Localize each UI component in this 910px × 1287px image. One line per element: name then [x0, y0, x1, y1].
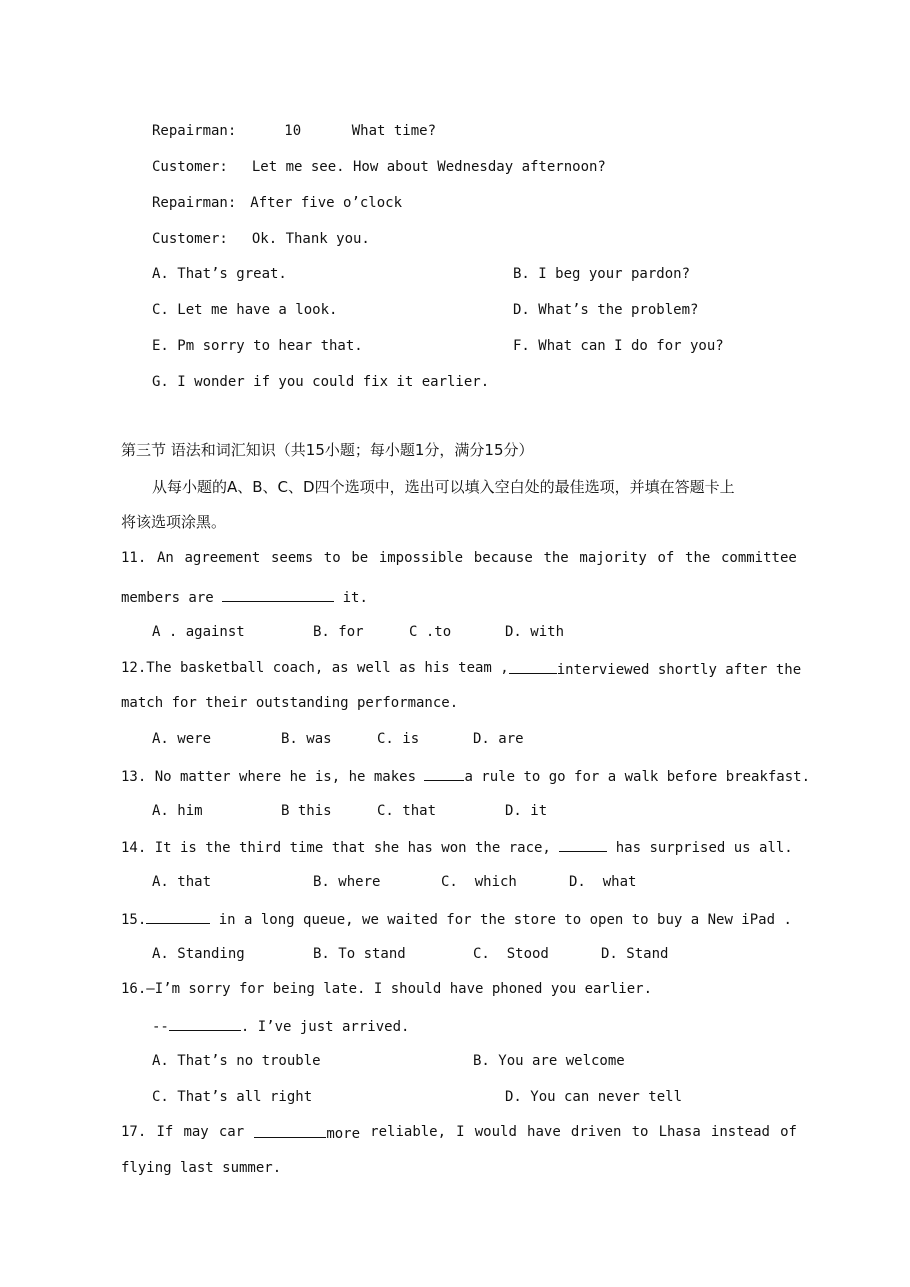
question-11-line-2: [121, 587, 368, 607]
question-text: 15.: [121, 912, 147, 928]
q12-option-c: C. is: [377, 731, 420, 747]
question-13: [121, 766, 810, 786]
question-text: a rule to go for a walk before breakfast.: [464, 769, 811, 785]
speaker-label: Repairman:: [152, 195, 237, 211]
dialogue-text: Let me see. How about Wednesday afternoon?: [251, 159, 606, 175]
q14-option-d: D. what: [569, 874, 637, 890]
dialogue-line-2: [152, 158, 606, 176]
question-14: [121, 837, 793, 857]
question-16-line-2: [152, 1016, 409, 1036]
question-word: committee: [720, 550, 797, 566]
dialogue-text: 10 What time?: [284, 123, 437, 139]
question-word: because: [473, 550, 533, 566]
answer-blank: [424, 766, 464, 781]
q11-option-b: B. for: [313, 624, 364, 640]
q15-option-d: D. Stand: [601, 946, 669, 962]
question-text: 12.The basketball coach, as well as his team ,: [121, 660, 509, 676]
q12-option-b: B. was: [281, 731, 332, 747]
section-title: 第三节 语法和词汇知识（共15小题；每小题1分，满分15分）: [121, 441, 534, 459]
question-word: An: [156, 550, 174, 566]
q15-option-c: C. Stood: [473, 946, 549, 962]
speaker-label: Customer:: [152, 159, 228, 175]
q14-option-b: B. where: [313, 874, 381, 890]
question-word: I: [456, 1124, 465, 1140]
answer-blank: [146, 909, 210, 924]
q13-option-c: C. that: [377, 803, 437, 819]
question-word: to: [323, 550, 341, 566]
question-11-line-1: [121, 549, 797, 567]
answer-blank: [509, 659, 557, 674]
question-text: has surprised us all.: [607, 840, 793, 856]
question-word: If: [156, 1124, 174, 1140]
dialogue-option-g: G. I wonder if you could fix it earlier.: [152, 374, 490, 390]
question-word: be: [351, 550, 369, 566]
q16-option-a: A. That’s no trouble: [152, 1053, 321, 1069]
question-text: it.: [334, 590, 368, 606]
question-word: may: [183, 1124, 209, 1140]
q15-option-a: A. Standing: [152, 946, 245, 962]
question-word: reliable,: [370, 1124, 447, 1140]
question-word: of: [780, 1124, 797, 1140]
section-instruction-cont: 将该选项涂黑。: [121, 513, 227, 531]
q13-option-a: A. him: [152, 803, 203, 819]
question-17-line-2: flying last summer.: [121, 1160, 282, 1176]
dialogue-option-b: B. I beg your pardon?: [513, 266, 691, 282]
q13-option-b: B this: [281, 803, 332, 819]
question-word: the: [543, 550, 569, 566]
question-word: 11.: [121, 550, 147, 566]
question-word: agreement: [184, 550, 261, 566]
q12-option-d: D. are: [473, 731, 524, 747]
question-text: 14. It is the third time that she has won the race,: [121, 840, 560, 856]
q14-option-c: C. which: [441, 874, 517, 890]
dialogue-text: After five o’clock: [250, 195, 403, 211]
question-word: 17.: [121, 1124, 147, 1140]
question-word: majority: [579, 550, 647, 566]
answer-blank: [169, 1016, 241, 1031]
q13-option-d: D. it: [505, 803, 548, 819]
question-text: --: [152, 1019, 169, 1035]
q14-option-a: A. that: [152, 874, 212, 890]
dialogue-line-3: [152, 194, 402, 212]
q16-option-d: D. You can never tell: [505, 1089, 683, 1105]
dialogue-option-a: A. That’s great.: [152, 266, 287, 282]
dialogue-line-4: [152, 230, 370, 248]
dialogue-text: Ok. Thank you.: [251, 231, 370, 247]
answer-blank: [254, 1123, 326, 1138]
question-15: [121, 909, 792, 929]
q15-option-b: B. To stand: [313, 946, 406, 962]
question-word: Lhasa: [658, 1124, 701, 1140]
question-word: impossible: [378, 550, 464, 566]
speaker-label: Repairman:: [152, 123, 237, 139]
question-text: members are: [121, 590, 223, 606]
question-word: driven: [570, 1124, 622, 1140]
dialogue-option-d: D. What’s the problem?: [513, 302, 699, 318]
dialogue-option-c: C. Let me have a look.: [152, 302, 338, 318]
question-word: to: [631, 1124, 649, 1140]
question-text: in a long queue, we waited for the store to open to buy a New iPad .: [210, 912, 792, 928]
section-instruction: 从每小题的A、B、C、D四个选项中，选出可以填入空白处的最佳选项，并填在答题卡上: [152, 478, 735, 496]
question-word: have: [527, 1124, 561, 1140]
answer-blank: [559, 837, 607, 852]
question-text: 13. No matter where he is, he makes: [121, 769, 425, 785]
answer-blank: [222, 587, 334, 602]
question-word: seems: [270, 550, 314, 566]
question-text: . I’ve just arrived.: [240, 1019, 410, 1035]
question-text: interviewed shortly after the: [556, 662, 802, 678]
question-17-line-1: [121, 1123, 797, 1143]
question-word: of: [657, 550, 675, 566]
q11-option-a: A . against: [152, 624, 245, 640]
dialogue-line-1: [152, 122, 436, 140]
question-word: instead: [710, 1124, 770, 1140]
question-12-line-2: match for their outstanding performance.: [121, 695, 459, 711]
question-12-line-1: [121, 659, 802, 679]
q16-option-c: C. That’s all right: [152, 1089, 313, 1105]
dialogue-option-e: E. Pm sorry to hear that.: [152, 338, 363, 354]
question-word: more: [254, 1123, 360, 1143]
speaker-label: Customer:: [152, 231, 228, 247]
q12-option-a: A. were: [152, 731, 212, 747]
question-word: would: [474, 1124, 517, 1140]
question-16-line-1: 16.—I’m sorry for being late. I should have phoned you earlier.: [121, 981, 653, 997]
q11-option-c: C .to: [409, 624, 452, 640]
q16-option-b: B. You are welcome: [473, 1053, 625, 1069]
q11-option-d: D. with: [505, 624, 565, 640]
question-word: the: [685, 550, 711, 566]
question-word: car: [218, 1124, 245, 1140]
dialogue-option-f: F. What can I do for you?: [513, 338, 724, 354]
